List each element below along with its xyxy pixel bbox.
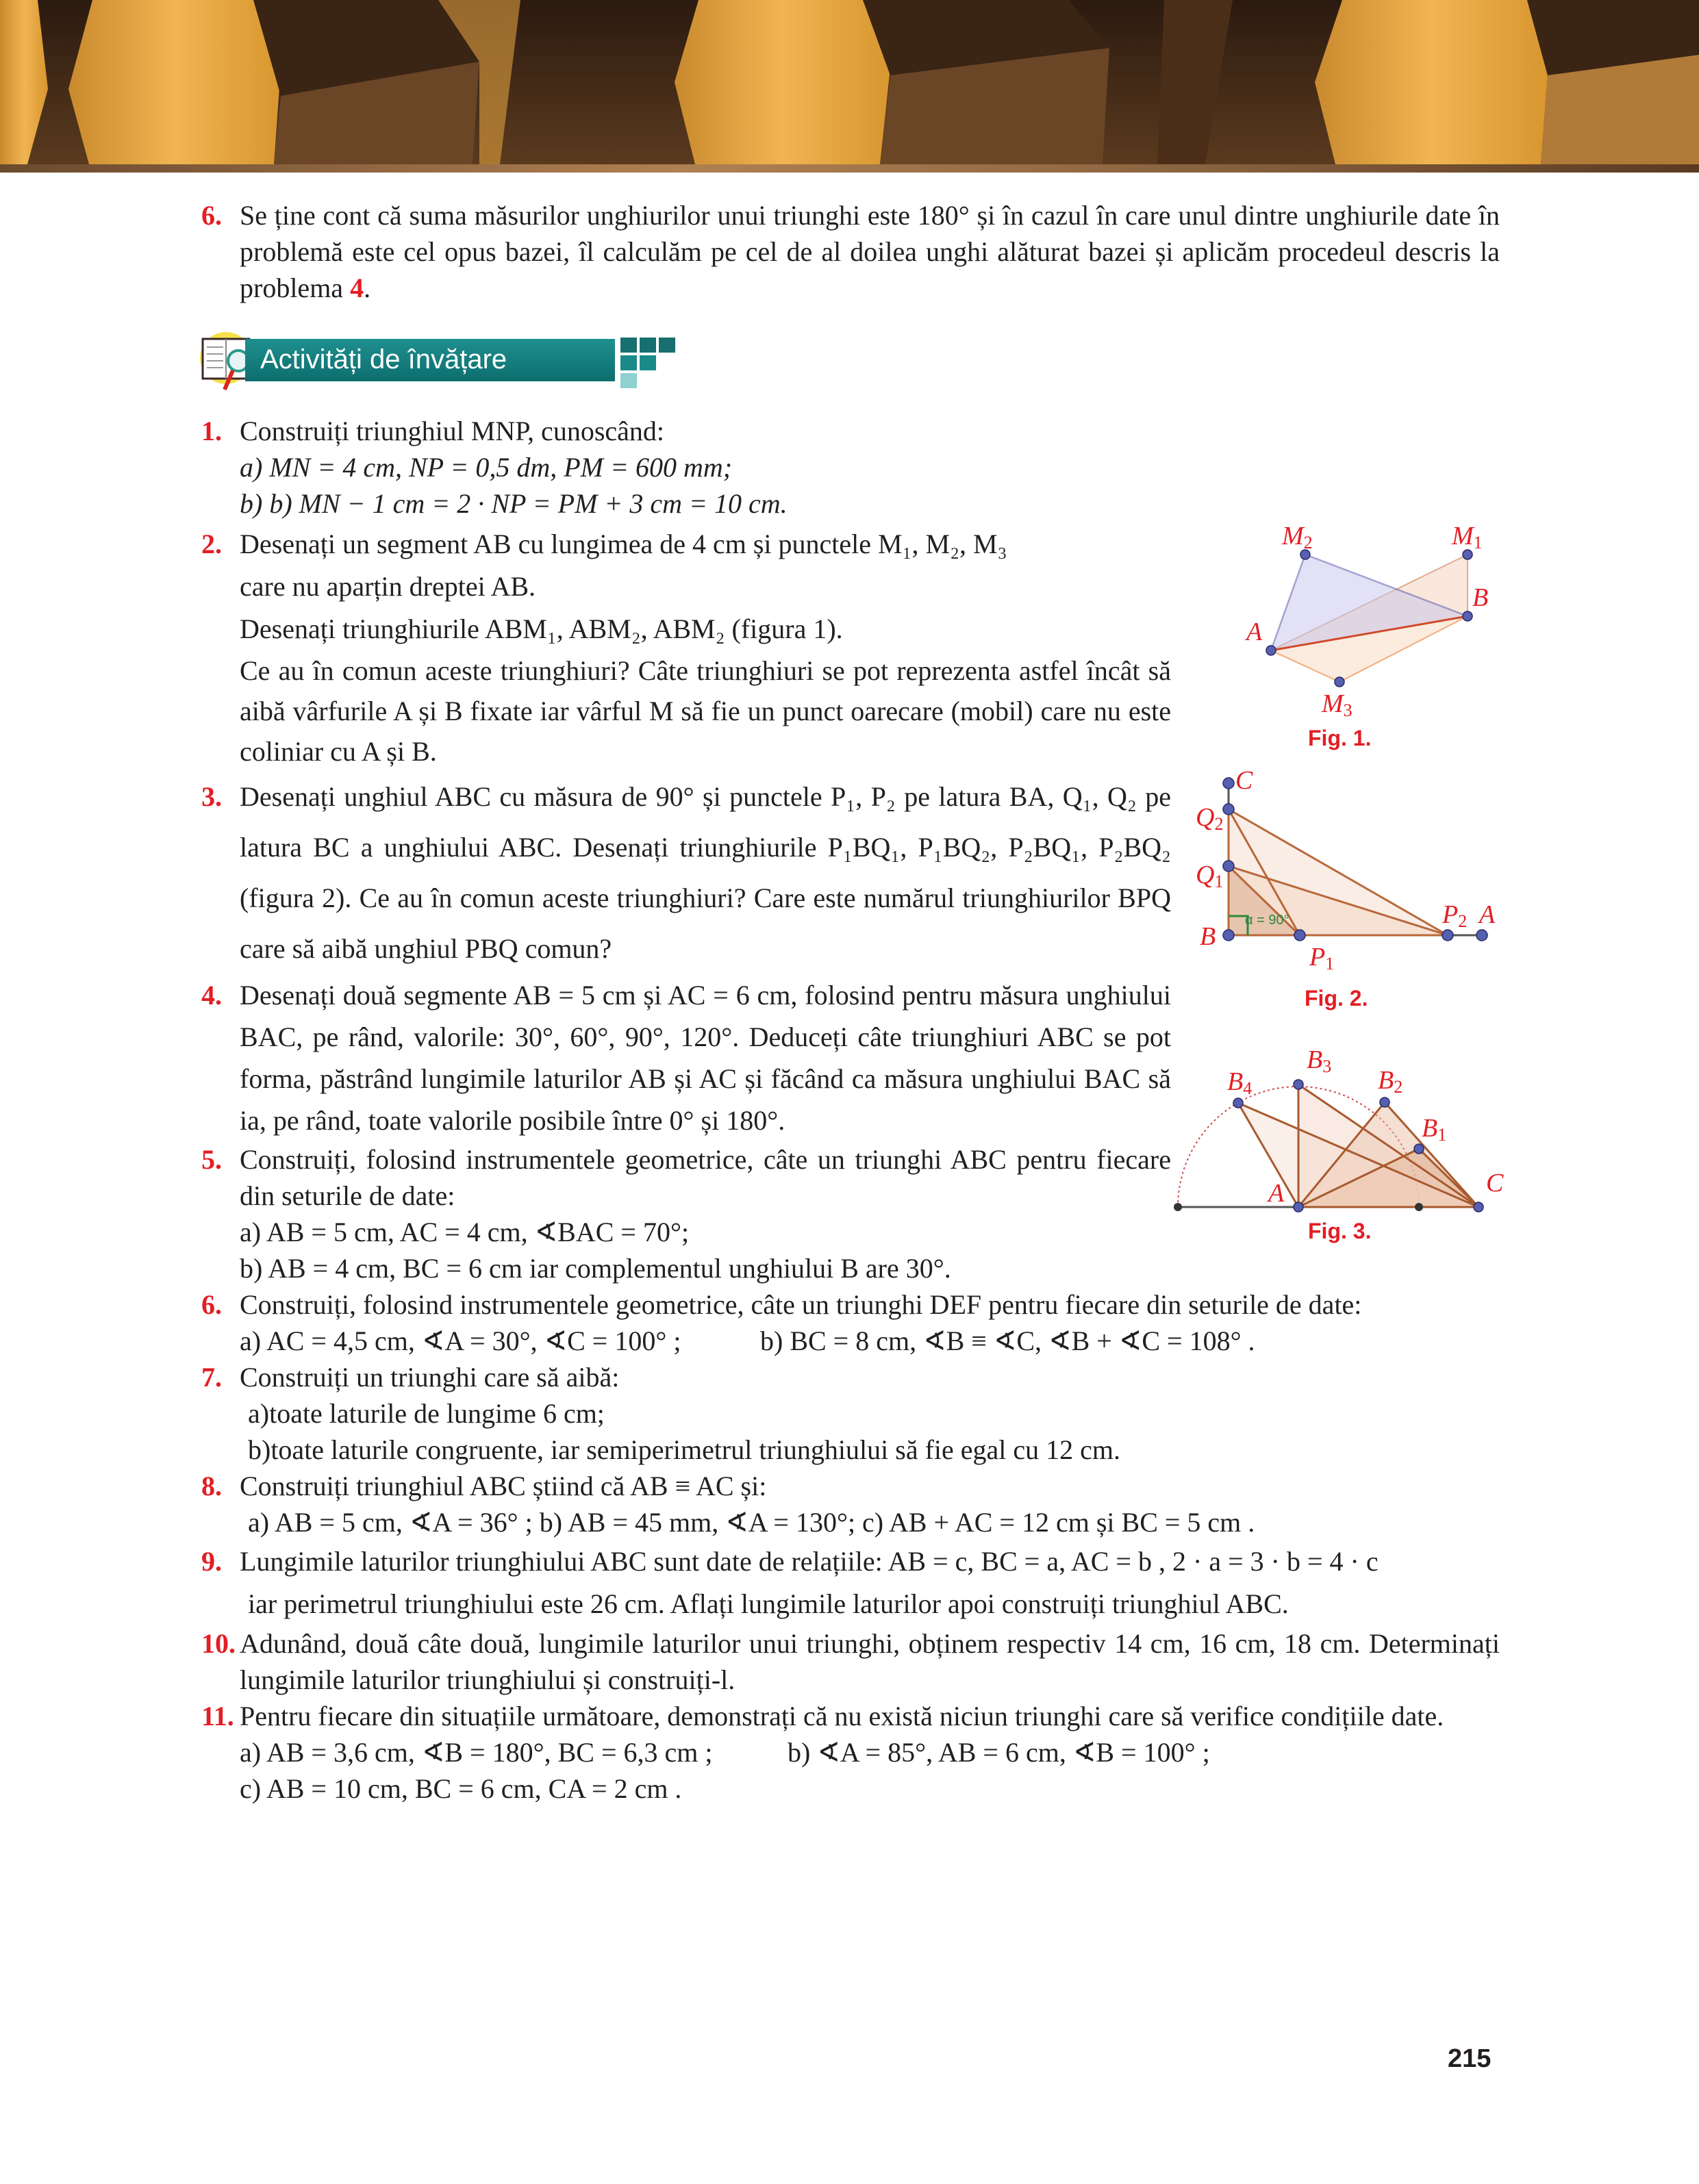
exercise-8 xyxy=(201,1468,1500,1540)
item-number: 1. xyxy=(201,416,222,446)
item-number: 10. xyxy=(201,1628,236,1659)
figure-1-diagram xyxy=(1192,520,1520,739)
item-text: Construiți, folosind instrumentele geometrice, câte un triunghi DEF pentru fiecare din seturile de date: xyxy=(240,1289,1362,1320)
item-text: Se ține cont că suma măsurilor unghiurilor unui triunghi este 180° și în cazul în care unul dintre unghiurile date în problemă este cel opus bazei, îl calculăm pe cel de al doilea unghi alăturat bazei și aplicăm procedeul descris la problema xyxy=(240,200,1500,303)
item-text-end: . xyxy=(364,272,371,303)
exercise-1 xyxy=(201,413,1171,522)
item-text: Desenați unghiul ABC cu măsura de 90° și punctele P₁, P₂ pe latura BA, Q₁, Q₂ pe latura BC a unghiului ABC. Desenați triunghiurile P₁BQ₁, P₁BQ₂, P₂BQ₁, P₂BQ₂ (figura 2). Ce au în comun aceste triunghiuri? Care este numărul triunghiurilor BPQ care să aibă unghiul PBQ comun? xyxy=(240,781,1171,964)
svg-text:B1: B1 xyxy=(1422,1114,1447,1145)
exercise-10 xyxy=(201,1625,1500,1698)
banner-divider xyxy=(0,164,1699,173)
figure-2-diagram xyxy=(1164,760,1520,972)
exercise-3 xyxy=(201,772,1171,974)
item-number: 4. xyxy=(201,980,222,1011)
svg-text:B4: B4 xyxy=(1227,1067,1253,1098)
item-parts-row xyxy=(240,1734,1500,1770)
figure-2 xyxy=(1164,760,1520,1011)
figure-caption: Fig. 2. xyxy=(1305,986,1368,1011)
svg-text:A: A xyxy=(1479,900,1496,929)
item-number: 7. xyxy=(201,1362,222,1393)
svg-text:C: C xyxy=(1486,1169,1504,1197)
item-number: 6. xyxy=(201,200,222,231)
point-m3 xyxy=(1335,677,1344,687)
figure-caption: Fig. 1. xyxy=(1308,726,1372,750)
exercise-4 xyxy=(201,974,1171,1141)
header-banner-image xyxy=(0,0,1699,164)
item-text: Adunând, două câte două, lungimile laturilor unui triunghi, obținem respectiv 14 cm, 16 cm, 18 cm. Determinați lungimile laturilor triunghiului și construiți-l. xyxy=(240,1628,1500,1695)
figure-3-diagram xyxy=(1164,1027,1520,1232)
item-number: 9. xyxy=(201,1546,222,1577)
svg-text:M2: M2 xyxy=(1282,522,1313,553)
item-text: Lungimile laturilor triunghiului ABC sunt date de relațiile: AB = c, BC = a, AC = b , 2 · a = 3 · b = 4 · c xyxy=(240,1546,1379,1577)
svg-text:P2: P2 xyxy=(1442,900,1468,931)
item-number: 6. xyxy=(201,1289,222,1320)
point-b xyxy=(1463,611,1472,621)
exercise-9 xyxy=(201,1540,1500,1625)
svg-text:B: B xyxy=(1200,922,1216,951)
item-parts: a) AB = 5 cm, ∢A = 36° ; b) AB = 45 mm, ∢A = 130°; c) AB + AC = 12 cm și BC = 5 cm . xyxy=(248,1507,1255,1538)
figure-3 xyxy=(1164,1027,1520,1243)
svg-text:B: B xyxy=(1472,583,1489,612)
item-part-b: b) ∢A = 85°, AB = 6 cm, ∢B = 100° ; xyxy=(788,1737,1210,1768)
svg-text:M1: M1 xyxy=(1452,522,1483,553)
svg-text:P1: P1 xyxy=(1309,943,1335,972)
svg-text:B2: B2 xyxy=(1378,1066,1403,1097)
exercise-7 xyxy=(201,1359,1500,1468)
item-part-b: b) b) MN − 1 cm = 2 · NP = PM + 3 cm = 10 cm. xyxy=(240,488,788,519)
exercise-11 xyxy=(201,1698,1500,1807)
svg-text:M3: M3 xyxy=(1322,689,1352,720)
figure-1 xyxy=(1192,520,1520,750)
golden-prisms-decoration xyxy=(0,0,1699,164)
heading-title: Activități de învățare xyxy=(260,344,507,374)
item-part-a: a) MN = 4 cm, NP = 0,5 dm, PM = 600 mm; xyxy=(240,452,733,483)
item-text: Construiți triunghiul ABC știind că AB ≡ AC și: xyxy=(240,1471,767,1501)
section-heading xyxy=(197,331,1500,392)
item-text: Construiți un triunghi care să aibă: xyxy=(240,1362,620,1393)
item-number: 2. xyxy=(201,529,222,559)
item-number: 5. xyxy=(201,1144,222,1175)
intro-item-6 xyxy=(201,197,1500,306)
item-part-b: b)toate laturile congruente, iar semiperimetrul triunghiului să fie egal cu 12 cm. xyxy=(248,1434,1121,1465)
item-text: Construiți, folosind instrumentele geometrice, câte un triunghi ABC pentru fiecare din seturile de date: xyxy=(240,1144,1171,1211)
item-part-a: a)toate laturile de lungime 6 cm; xyxy=(248,1398,605,1429)
svg-text:C: C xyxy=(1235,766,1253,795)
svg-text:Q2: Q2 xyxy=(1196,803,1224,834)
figure-caption: Fig. 3. xyxy=(1308,1219,1372,1243)
item-part-c: c) AB = 10 cm, BC = 6 cm, CA = 2 cm . xyxy=(240,1773,682,1804)
problem-reference: 4 xyxy=(350,272,364,303)
item-number: 8. xyxy=(201,1471,222,1501)
item-text: Construiți triunghiul MNP, cunoscând: xyxy=(240,416,664,446)
point-m1 xyxy=(1463,550,1472,559)
item-line: Desenați triunghiurile ABM₁, ABM₂, ABM₂ (figura 1). xyxy=(240,613,843,644)
item-part-a: a) AC = 4,5 cm, ∢A = 30°, ∢C = 100° ; xyxy=(240,1325,681,1356)
item-number: 3. xyxy=(201,781,222,812)
page-number: 215 xyxy=(1448,2044,1492,2073)
item-number: 11. xyxy=(201,1701,234,1731)
angle-label: α = 90° xyxy=(1245,913,1289,928)
item-parts-row xyxy=(240,1323,1500,1359)
item-text-continued: iar perimetrul triunghiului este 26 cm. Aflați lungimile laturilor apoi construiți triunghiul ABC. xyxy=(248,1588,1289,1619)
svg-text:B3: B3 xyxy=(1307,1045,1332,1076)
item-part-b: b) BC = 8 cm, ∢B ≡ ∢C, ∢B + ∢C = 108° . xyxy=(760,1325,1255,1356)
exercise-5 xyxy=(201,1141,1171,1286)
item-text: Pentru fiecare din situațiile următoare, demonstrați că nu există niciun triunghi care să verifice condițiile date. xyxy=(240,1701,1444,1731)
item-part-b: b) AB = 4 cm, BC = 6 cm iar complementul unghiului B are 30°. xyxy=(240,1253,951,1284)
svg-text:A: A xyxy=(1246,618,1263,646)
exercise-6 xyxy=(201,1286,1500,1359)
point-a xyxy=(1266,646,1276,655)
item-part-a: a) AB = 5 cm, AC = 4 cm, ∢BAC = 70°; xyxy=(240,1217,690,1247)
exercise-2 xyxy=(201,523,1171,772)
svg-text:Q1: Q1 xyxy=(1196,861,1224,891)
item-line: care nu aparțin dreptei AB. xyxy=(240,571,536,602)
svg-text:A: A xyxy=(1268,1179,1285,1208)
item-line: Desenați un segment AB cu lungimea de 4 cm și punctele M₁, M₂, M₃ xyxy=(240,529,1007,559)
item-part-a: a) AB = 3,6 cm, ∢B = 180°, BC = 6,3 cm ; xyxy=(240,1737,713,1768)
item-line: Ce au în comun aceste triunghiuri? Câte triunghiuri se pot reprezenta astfel încât să aibă vârfurile A și B fixate iar vârful M să fie un punct oarecare (mobil) care nu este coliniar cu A și B. xyxy=(240,655,1171,767)
item-text: Desenați două segmente AB = 5 cm și AC = 6 cm, folosind pentru măsura unghiului BAC, pe rând, valorile: 30°, 60°, 90°, 120°. Deduceți câte triunghiuri ABC se pot forma, păstrând lungimile laturilor AB și AC și făcând ca măsura unghiului BAC să ia, pe rând, toate valorile posibile între 0° și 180°. xyxy=(240,980,1171,1136)
